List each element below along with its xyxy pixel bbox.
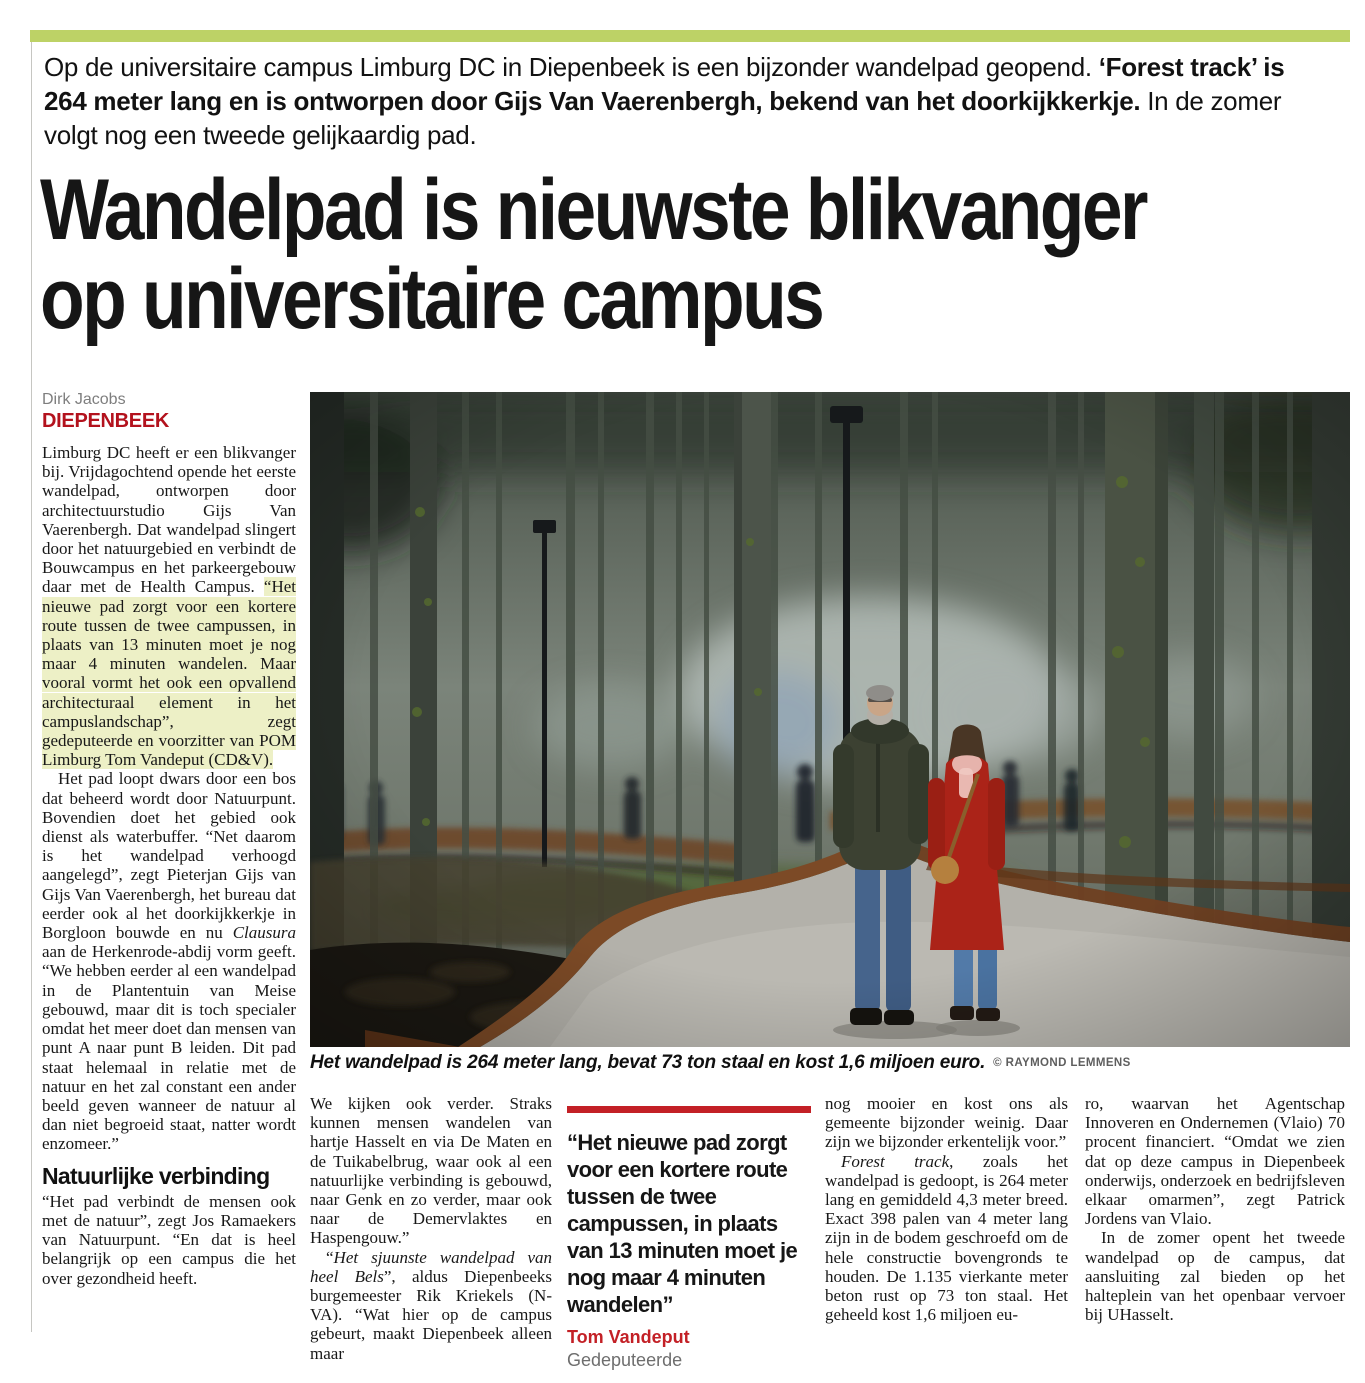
body-column-1 — [42, 390, 296, 1288]
pull-quote-attribution-name: Tom Vandeput — [567, 1327, 690, 1347]
col1-p1-text: Limburg DC heeft er een blikvanger bij. Vrijdagochtend opende het eerste wandelpad, ontworpen door architectuurstudio Gijs Van Vaerenbergh. Dat wandelpad slingert door het natuurgebied en verbindt de Bouwcampus en het parkeergebouw daar met de Health Campus. — [42, 443, 296, 597]
col2-paragraph-1: We kijken ook verder. Straks kunnen mensen wandelen van hartje Hasselt en via De Maten en de Tuikabelbrug, waar ook al een natuurlijke verbinding is gebouwd, naar Genk en zo verder, maar ook naar de Demervlaktes en Haspengouw.” — [310, 1094, 552, 1248]
photo-caption-text: Het wandelpad is 264 meter lang, bevat 73 ton staal en kost 1,6 miljoen euro. — [310, 1052, 986, 1073]
top-accent-bar — [30, 30, 1350, 42]
col2-p2-italic-quote: Het sjuunste wandelpad van heel Bels — [310, 1247, 552, 1286]
headline-line-1: Wandelpad is nieuwste blikvanger — [40, 162, 1146, 258]
col3-paragraph-2 — [825, 1152, 1068, 1325]
byline-author: Dirk Jacobs — [42, 391, 126, 408]
pull-quote — [567, 1106, 811, 1371]
col1-p2-text: Het pad loopt dwars door een bos dat beheerd wordt door Natuurpunt. Bovendien doet het gebied ook dienst als waterbuffer. “Net daarom is het wandelpad verhoogd aangelegd”, zegt Pieterjan Gijs van Gijs Van Vaerenbergh, het bureau dat eerder ook al het doorkijkkerkje in Borgloon bouwde en nu — [42, 769, 296, 943]
col4-paragraph-2: In de zomer opent het tweede wandelpad op de campus, dat aansluiting zal bieden op het halteplein van het openbaar vervoer bij UHasselt. — [1085, 1228, 1345, 1325]
col2-p2-open-quote: “ — [326, 1247, 334, 1267]
body-column-4 — [1085, 1094, 1345, 1324]
article-photo — [310, 392, 1350, 1047]
col1-p2-text-cont: aan de Herkenrode-abdij vorm geeft. “We hebben eerder al een wandelpad in de Plantentuin van Meise gebouwd, maar dit is toch specialer omdat het meer doet dan mensen van punt A naar punt B leiden. Dit pad staat helemaal in relatie met de natuur en het zal constant een ander beeld geven wanneer de natuur al dan niet begroeid staat, natter wordt enzomeer.” — [42, 942, 296, 1154]
intro-tail: In de zomer volgt nog een tweede gelijkaardig pad. — [44, 86, 1282, 150]
photo-credit: © RAYMOND LEMMENS — [993, 1057, 1131, 1069]
body-column-2 — [310, 1094, 552, 1363]
col3-paragraph-1: nog mooier en kost ons als gemeente bijzonder weinig. Daar zijn we bijzonder erkentelijk voor.” — [825, 1094, 1068, 1152]
byline-location: DIEPENBEEK — [42, 410, 170, 432]
col1-p2-italic-word: Clausura — [232, 923, 296, 943]
left-edge-rule — [31, 42, 32, 1332]
intro-bold: ‘Forest track’ is 264 meter lang en is ontworpen door Gijs Van Vaerenbergh, bekend van het doorkijkkerkje. — [44, 52, 1285, 116]
col4-paragraph-1: ro, waarvan het Agentschap Innoveren en Ondernemen (Vlaio) 70 procent financiert. “Omdat we zien dat op deze campus in Diepenbeek onderwijs, onderzoek en bedrijfsleven elkaar omarmen”, zegt Patrick Jordens van Vlaio. — [1085, 1094, 1345, 1229]
intro-paragraph — [44, 50, 1329, 152]
pull-quote-attribution-role: Gedeputeerde — [567, 1350, 683, 1370]
subhead-natuurlijke-verbinding: Natuurlijke verbinding — [42, 1162, 270, 1189]
col3-p2-text: , zoals het wandelpad is gedoopt, is 264 meter lang en gemiddeld 4,3 meter breed. Exact 398 palen van 4 meter lang zijn in de bodem geschroefd om de hele constructie bovengronds te houden. De 1.135 vierkante meter beton rust op 73 ton staal. Het geheeld kost 1,6 miljoen eu- — [825, 1151, 1068, 1325]
body-column-3 — [825, 1094, 1068, 1324]
pull-quote-red-bar — [567, 1106, 811, 1113]
col3-p2-italic-name: Forest track — [841, 1151, 950, 1171]
col1-paragraph-2 — [42, 769, 296, 1153]
headline — [40, 162, 1341, 347]
intro-lead: Op de universitaire campus Limburg DC in Diepenbeek is een bijzonder wandelpad geopend. — [44, 52, 1099, 82]
headline-line-2: op universitaire campus — [40, 251, 823, 347]
pull-quote-text: “Het nieuwe pad zorgt voor een kortere route tussen de twee campussen, in plaats van 13 minuten moet je nog maar 4 minuten wandelen” — [567, 1130, 798, 1317]
col2-paragraph-2 — [310, 1248, 552, 1363]
col1-paragraph-1 — [42, 443, 296, 769]
photo-caption — [310, 1052, 1350, 1074]
col2-p2-text: ”, aldus Diepenbeeks burgemeester Rik Kriekels (N-VA). “Wat hier op de campus gebeurt, maakt Diepenbeek alleen maar — [310, 1266, 552, 1363]
col1-paragraph-3: “Het pad verbindt de mensen ook met de natuur”, zegt Jos Ramaekers van Natuurpunt. “En dat is heel belangrijk op een campus die het over gezondheid heeft. — [42, 1191, 296, 1288]
col1-p1-highlighted-quote: “Het nieuwe pad zorgt voor een kortere route tussen de twee campussen, in plaats van 13 minuten moet je nog maar 4 minuten wandelen. Maar vooral vormt het ook een opvallend architecturaal element in het campuslandschap”, zegt gedeputeerde en voorzitter van POM Limburg Tom Vandeput (CD&V). — [42, 577, 296, 770]
article-photo-illustration — [310, 392, 1350, 1047]
